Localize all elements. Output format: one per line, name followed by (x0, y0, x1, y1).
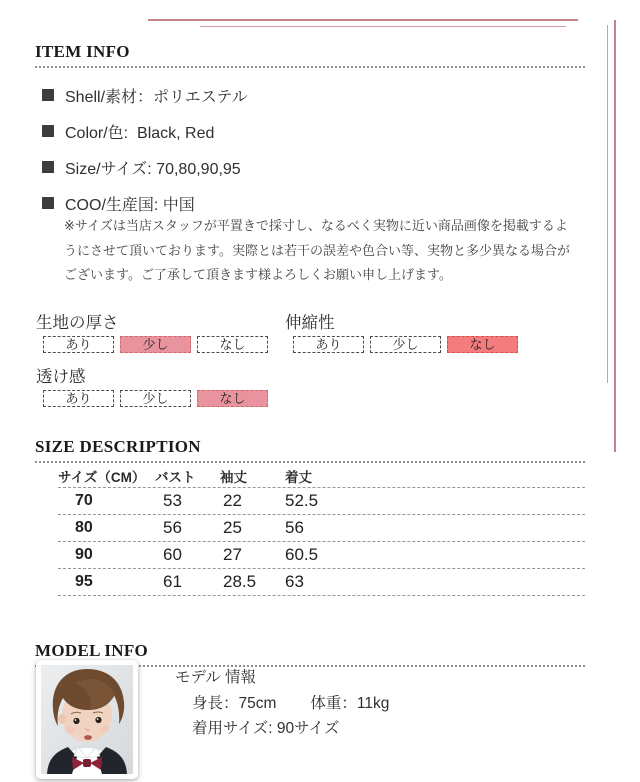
bullet-square-icon (42, 125, 54, 137)
stretch-label: 伸縮性 (285, 314, 335, 332)
cell-sleeve: 22 (223, 491, 242, 510)
bullet-item-label: Shell/素材：ポリエステル (65, 88, 248, 106)
bullet-square-icon (42, 89, 54, 101)
bullet-item-color (42, 113, 248, 149)
size-table-header-row (58, 464, 585, 488)
option-sukoshi: 少し (120, 390, 191, 407)
cell-bust: 61 (163, 572, 182, 591)
cell-length: 52.5 (285, 491, 319, 510)
note-line: ございます。ご了承して頂きます様よろしくお願い申し上げます。 (64, 267, 452, 282)
item-info-heading: ITEM INFO (35, 42, 585, 68)
column-header-size: サイズ（CM） (58, 469, 146, 485)
cell-length: 60.5 (285, 545, 319, 564)
option-ari: あり (43, 336, 114, 353)
model-wearing-size: 着用サイズ: 90サイズ (192, 720, 340, 737)
cell-size: 80 (75, 519, 93, 536)
bullet-item-label: Color/色: Black, Red (65, 124, 215, 142)
decorative-line-right-inner (607, 25, 608, 383)
cell-sleeve: 25 (223, 518, 242, 537)
sheerness-label: 透け感 (36, 368, 86, 386)
table-row (58, 515, 585, 542)
item-info-bullet-list (42, 77, 248, 221)
model-subtitle: モデル 情報 (175, 669, 257, 686)
option-ari: あり (43, 390, 114, 407)
decorative-line-right-outer (614, 20, 616, 452)
option-nashi-selected: なし (447, 336, 518, 353)
bullet-square-icon (42, 197, 54, 209)
cell-length: 56 (285, 518, 304, 537)
fabric-thickness-options (43, 336, 268, 353)
bullet-item-material (42, 77, 248, 113)
option-sukoshi-selected: 少し (120, 336, 191, 353)
cell-sleeve: 28.5 (223, 572, 257, 591)
column-header-length: 着丈 (285, 469, 312, 485)
model-height: 身長：75cm (192, 695, 277, 712)
model-info-heading: MODEL INFO (35, 641, 585, 667)
model-photo (36, 660, 138, 779)
cell-bust: 60 (163, 545, 182, 564)
stretch-options (293, 336, 518, 353)
note-line: ※サイズは当店スタッフが平置きで採寸し、なるべく実物に近い商品画像を掲載するよ (64, 218, 568, 233)
sheerness-options (43, 390, 268, 407)
bullet-item-label: Size/サイズ: 70,80,90,95 (65, 160, 241, 178)
option-ari: あり (293, 336, 364, 353)
size-table (58, 464, 585, 596)
bullet-item-label: COO/生産国: 中国 (65, 196, 195, 214)
decorative-line-top-thin (200, 26, 566, 27)
cell-bust: 53 (163, 491, 182, 510)
column-header-sleeve: 袖丈 (220, 469, 247, 485)
option-nashi: なし (197, 336, 268, 353)
cell-bust: 56 (163, 518, 182, 537)
model-measurements (192, 691, 389, 713)
table-row (58, 488, 585, 515)
model-weight: 体重：11kg (310, 695, 390, 712)
option-nashi-selected: なし (197, 390, 268, 407)
table-row (58, 542, 585, 569)
cell-sleeve: 27 (223, 545, 242, 564)
cell-length: 63 (285, 572, 304, 591)
size-disclaimer-note (64, 214, 584, 288)
model-photo-illustration (41, 665, 133, 774)
table-row (58, 569, 585, 596)
column-header-bust: バスト (155, 469, 196, 485)
size-description-heading: SIZE DESCRIPTION (35, 437, 585, 463)
cell-size: 70 (75, 492, 93, 509)
bullet-square-icon (42, 161, 54, 173)
cell-size: 95 (75, 573, 93, 590)
fabric-thickness-label: 生地の厚さ (36, 314, 119, 332)
bullet-item-size (42, 149, 248, 185)
cell-size: 90 (75, 546, 93, 563)
decorative-line-top-thick (148, 19, 578, 21)
option-sukoshi: 少し (370, 336, 441, 353)
note-line: うにさせて頂いております。実際とは若干の誤差や色合い等、実物と多少異なる場合が (64, 242, 570, 258)
